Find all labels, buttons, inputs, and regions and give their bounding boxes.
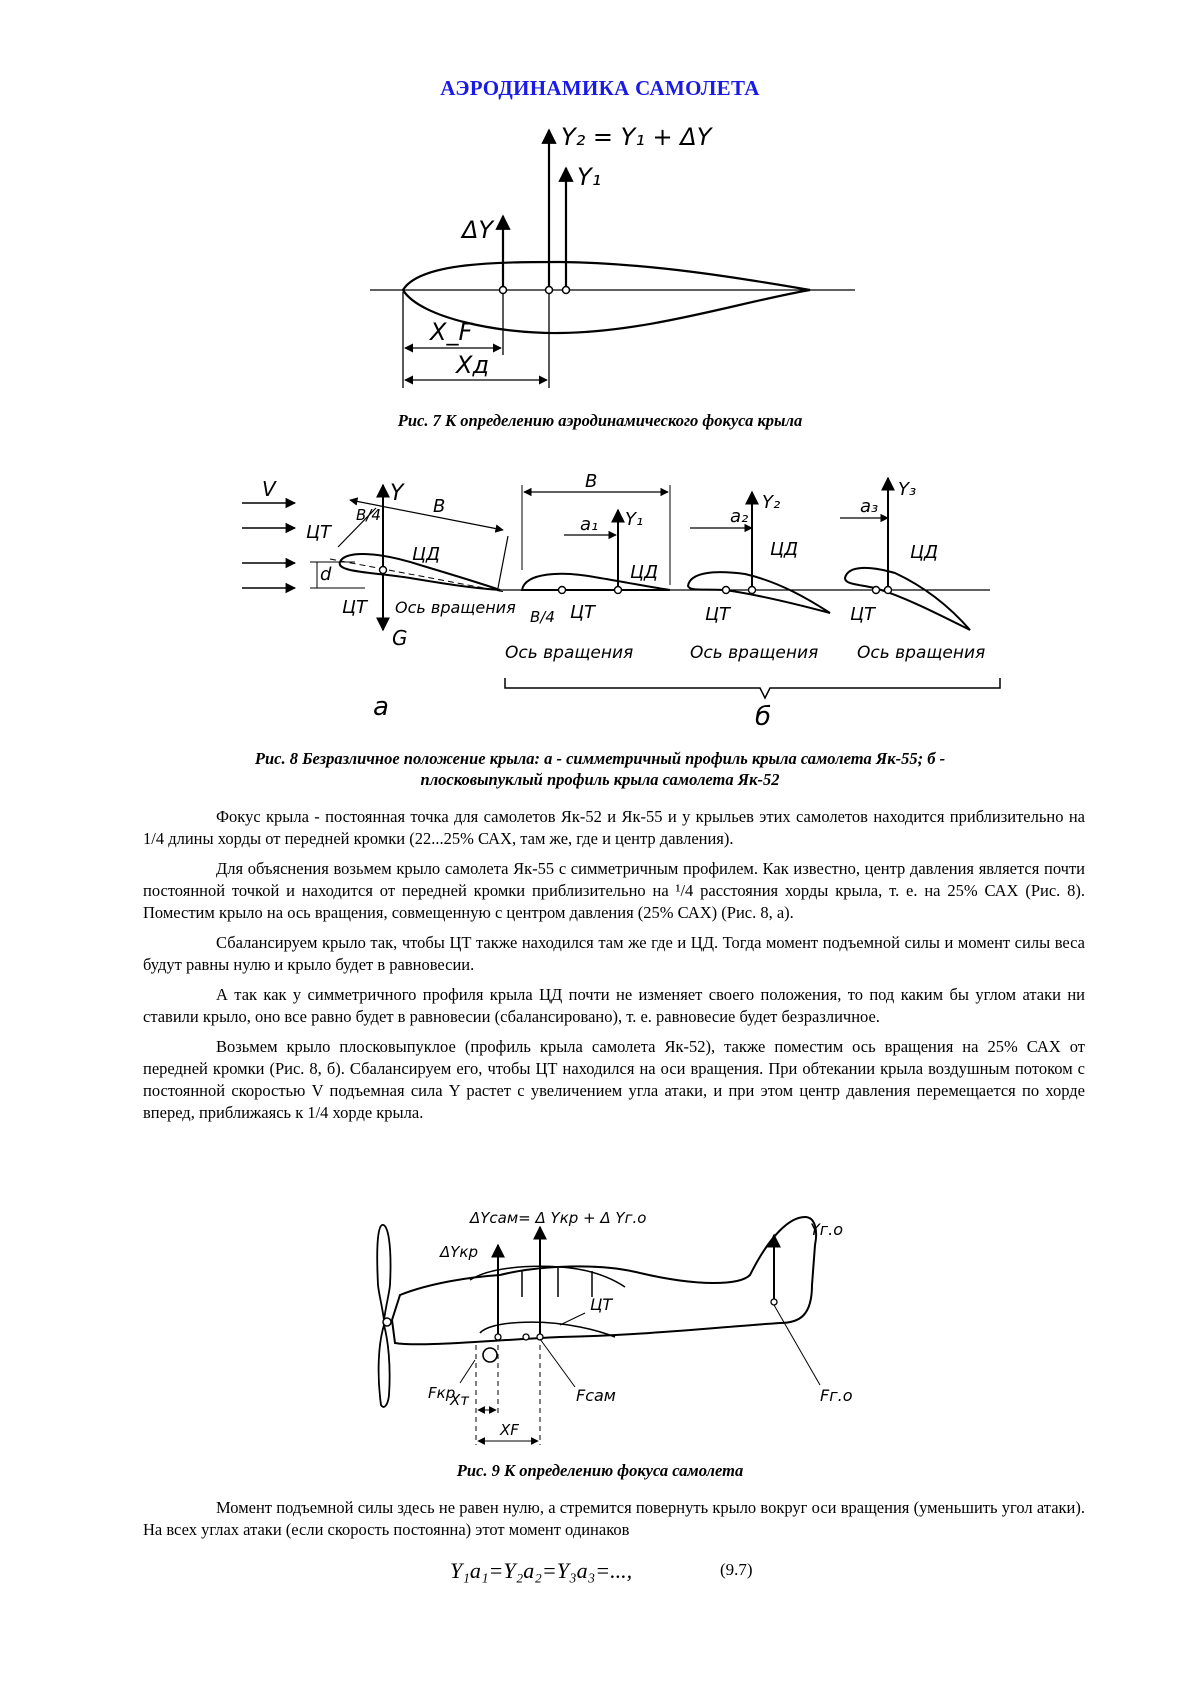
label-part-b: б bbox=[755, 702, 772, 732]
svg-text:Ось вращения: Ось вращения bbox=[690, 643, 819, 663]
svg-text:Fсам: Fсам bbox=[576, 1386, 616, 1405]
svg-text:ЦТ: ЦТ bbox=[342, 597, 367, 618]
svg-text:V: V bbox=[262, 477, 276, 501]
formula-text: Y₁a₁=Y₂a₂=Y₃a₃=..., bbox=[450, 1558, 633, 1583]
svg-text:B/4: B/4 bbox=[530, 608, 555, 626]
svg-text:Ось вращения: Ось вращения bbox=[857, 643, 986, 663]
label-y1: Y₁ bbox=[577, 163, 602, 191]
svg-text:Ось вращения: Ось вращения bbox=[505, 643, 634, 663]
fig9-caption: Рис. 9 К определению фокуса самолета bbox=[456, 1461, 744, 1480]
paragraph: Фокус крыла - постоянная точка для самолетов Як-52 и Як-55 и у крыльев этих самолетов находится приблизительно на 1/4 длины хорды от передней кромки (22...25% САХ, там же, где и центр давления). bbox=[143, 807, 1085, 848]
svg-text:XF: XF bbox=[500, 1421, 519, 1439]
svg-text:ΔYсам= Δ Yкр + Δ Yг.о: ΔYсам= Δ Yкр + Δ Yг.о bbox=[470, 1209, 647, 1227]
svg-text:Y₂: Y₂ bbox=[762, 492, 781, 513]
svg-text:ЦТ: ЦТ bbox=[570, 602, 595, 623]
figure-9 bbox=[0, 1205, 1200, 1450]
fig8-caption bbox=[150, 748, 1050, 790]
svg-text:d: d bbox=[320, 564, 332, 585]
paragraph: А так как у симметричного профиля крыла ЦД почти не изменяет своего положения, то под каким бы углом атаки ни ставили крыло, оно все равно будет в равновесии (сбалансировано), т. е. равновесие будет безразличное. bbox=[143, 985, 1085, 1026]
formula-number: (9.7) bbox=[720, 1560, 753, 1579]
paragraph: Сбалансируем крыло так, чтобы ЦТ также находился там же где и ЦД. Тогда момент подъемной силы и момент силы веса будут равны нулю и крыло будет в равновесии. bbox=[143, 933, 1085, 974]
svg-text:ЦТ: ЦТ bbox=[306, 522, 331, 543]
fig7-caption: Рис. 7 К определению аэродинамического фокуса крыла bbox=[397, 411, 803, 430]
figure-8 bbox=[0, 470, 1200, 745]
svg-text:B/4: B/4 bbox=[356, 506, 381, 524]
svg-text:Yг.о: Yг.о bbox=[810, 1220, 844, 1239]
paragraph: Для объяснения возьмем крыло самолета Як-55 с симметричным профилем. Как известно, центр давления является почти постоянной точкой и находится от передней кромки приблизительно на ¹/4 расстояния хорды крыла, т. е. на 25% САХ (Рис. 8). Поместим крыло на ось вращения, совмещенную с центром давления (25% САХ) (Рис. 8, а). bbox=[143, 859, 1085, 922]
svg-text:ЦД: ЦД bbox=[910, 542, 939, 563]
svg-text:a₂: a₂ bbox=[730, 506, 749, 527]
svg-text:Ось вращения: Ось вращения bbox=[395, 598, 516, 617]
label-dy: ΔY bbox=[462, 216, 494, 244]
body-text bbox=[143, 806, 1085, 1124]
fig8-caption-line1: Рис. 8 Безразличное положение крыла: а - симметричный профиль крыла самолета Як-55; б - bbox=[254, 749, 946, 768]
svg-text:ЦД: ЦД bbox=[630, 562, 659, 583]
svg-text:ЦД: ЦД bbox=[412, 544, 441, 565]
svg-text:Xт: Xт bbox=[450, 1391, 470, 1409]
svg-text:ЦТ: ЦТ bbox=[705, 604, 730, 625]
svg-text:ЦТ: ЦТ bbox=[590, 1295, 613, 1314]
svg-text:Fг.о: Fг.о bbox=[820, 1386, 853, 1405]
svg-text:B: B bbox=[433, 496, 446, 517]
svg-text:Y₃: Y₃ bbox=[898, 479, 917, 500]
svg-text:ΔYкр: ΔYкр bbox=[440, 1243, 479, 1261]
svg-text:Y₁: Y₁ bbox=[625, 509, 644, 530]
paragraph-after: Момент подъемной силы здесь не равен нулю, а стремится повернуть крыло вокруг оси вращения (уменьшить угол атаки). На всех углах атаки (если скорость постоянна) этот момент одинаков bbox=[143, 1498, 1085, 1539]
svg-text:G: G bbox=[392, 626, 408, 650]
label-part-a: а bbox=[373, 692, 389, 722]
svg-text:ЦТ: ЦТ bbox=[850, 604, 875, 625]
svg-text:a₁: a₁ bbox=[580, 514, 599, 535]
svg-text:ЦД: ЦД bbox=[770, 539, 799, 560]
label-y2: Y₂ = Y₁ + ΔY bbox=[561, 123, 712, 151]
fig8-caption-line2: плосковыпуклый профиль крыла самолета Як-52 bbox=[420, 770, 780, 789]
label-xd: Xд bbox=[456, 351, 490, 379]
paragraph: Возьмем крыло плосковыпуклое (профиль крыла самолета Як-52), также поместим ось вращения на 25% САХ от передней кромки (Рис. 8, б). Сбалансируем его, чтобы ЦТ находился на оси вращения. При обтекании крыла воздушным потоком с постоянной скоростью V подъемная сила Y растет с увеличением угла атаки, и при этом центр давления перемещается по хорде вперед, приближаясь к 1/4 хорде крыла. bbox=[143, 1037, 1085, 1122]
svg-text:Y: Y bbox=[390, 481, 404, 506]
page-header: АЭРОДИНАМИКА САМОЛЕТА bbox=[440, 76, 760, 100]
svg-text:Fкр: Fкр bbox=[428, 1384, 456, 1402]
label-xf: X_F bbox=[430, 318, 473, 346]
svg-text:a₃: a₃ bbox=[860, 496, 879, 517]
svg-text:B: B bbox=[585, 471, 598, 492]
figure-7 bbox=[0, 0, 1200, 400]
